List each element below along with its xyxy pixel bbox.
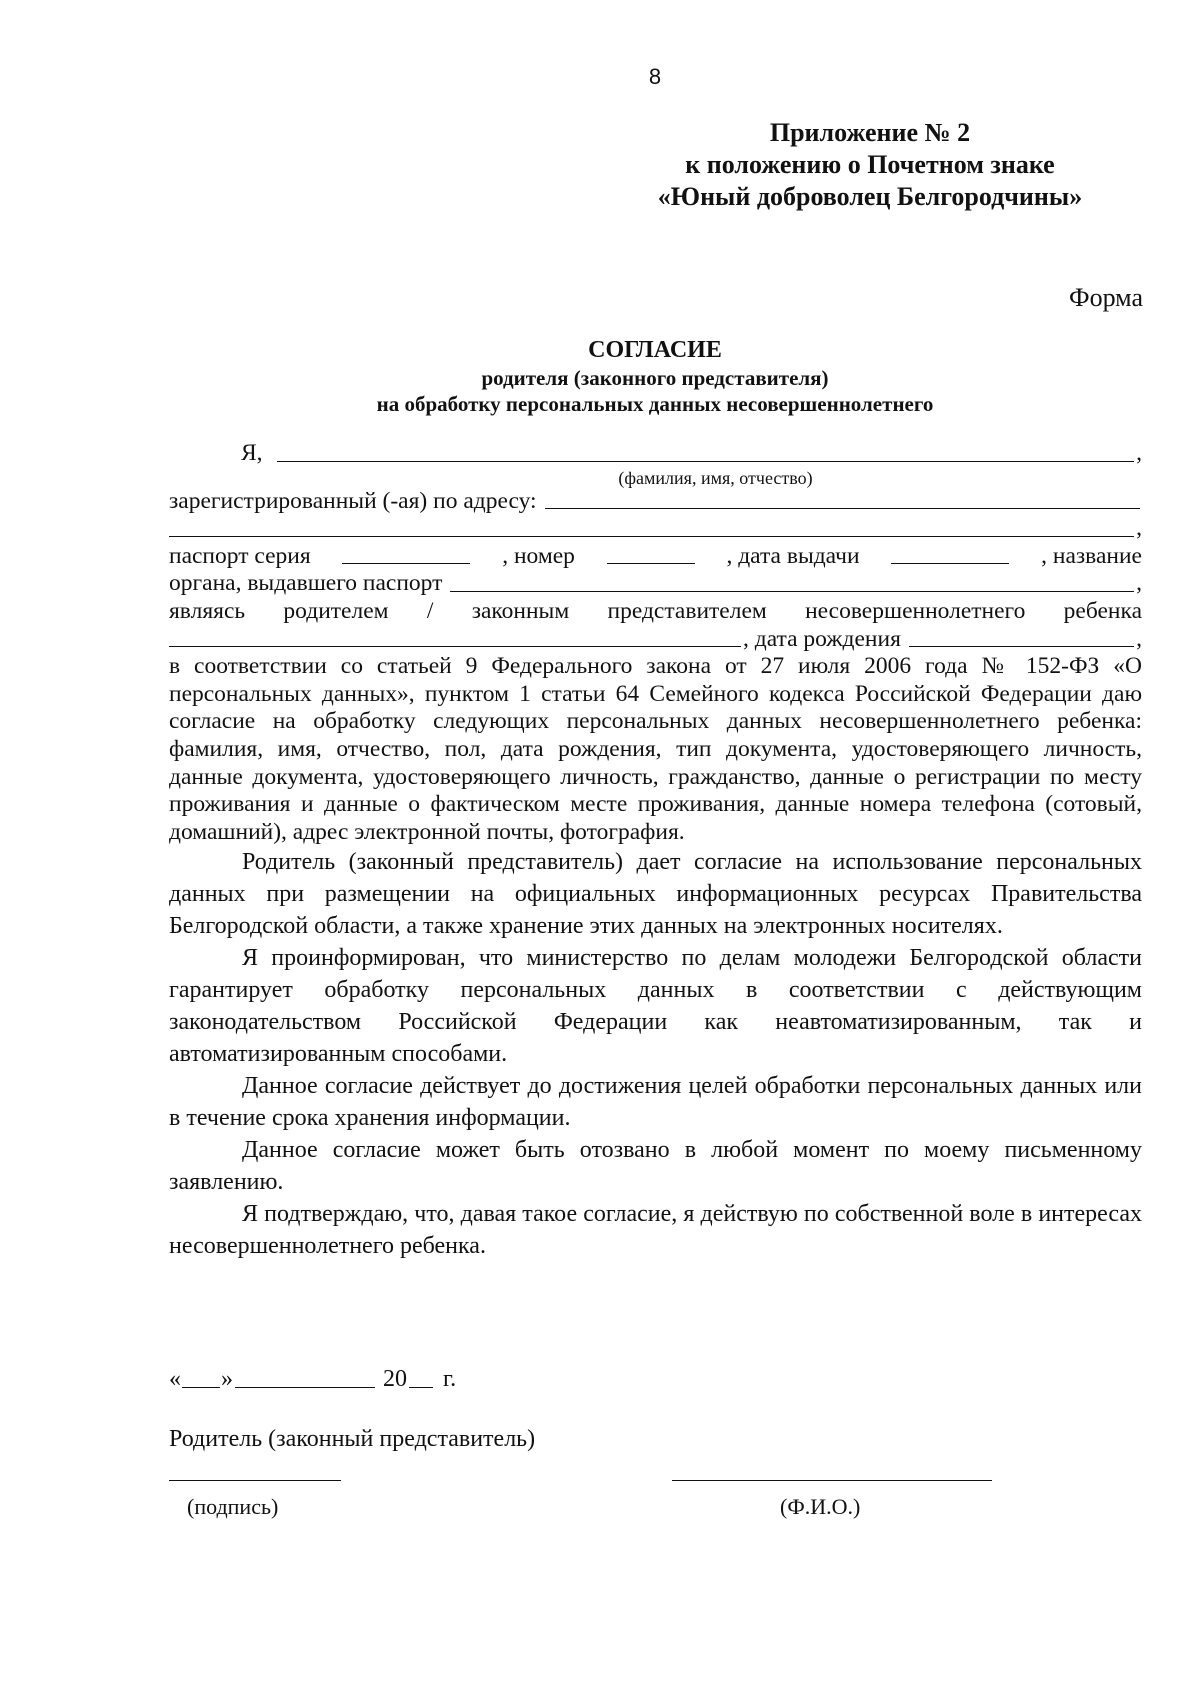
annex-line-3: «Юный доброволец Белгородчины» [657,182,1083,211]
form-label: Форма [1069,283,1143,312]
address-row-2 [169,515,1142,543]
passport-number-label: , номер [502,542,575,569]
address-row [169,488,1142,516]
date-open-quote: « [169,1366,181,1392]
year-suffix: г. [443,1366,457,1392]
signature-field[interactable] [169,1480,341,1481]
being-parent-line: являясь родителем / законным представителем несовершеннолетнего ребенка [169,597,1142,624]
issuer-field[interactable] [450,573,1134,592]
child-name-field[interactable] [169,628,741,647]
issue-date-field[interactable] [891,545,1009,564]
consent-form-body [169,440,1142,1262]
annex-header [600,117,1140,213]
birth-date-field[interactable] [909,628,1134,647]
title-heading: СОГЛАСИЕ [588,337,722,363]
address-field-2[interactable] [169,518,1134,537]
fio-signature-field[interactable] [672,1480,992,1481]
i-prefix: Я, [241,440,263,466]
page-number: 8 [648,64,662,89]
fio-signature-caption: (Ф.И.О.) [780,1494,861,1519]
date-close-quote: » [221,1366,233,1392]
birth-date-comma: , [1136,625,1142,652]
issuer-comma: , [1136,570,1142,597]
passport-series-field[interactable] [342,545,470,564]
annex-line-1: Приложение № 2 [769,118,971,147]
issuer-name-label: , название [1041,542,1142,569]
address-field[interactable] [545,490,1140,509]
issue-date-label: , дата выдачи [726,542,860,569]
fio-comma: , [1136,440,1142,466]
date-line [169,1366,456,1393]
passport-number-field[interactable] [607,545,695,564]
issuer-label: органа, выдавшего паспорт [169,570,443,597]
document-title [0,335,1200,417]
title-subtitle-2: на обработку персональных данных несовершеннолетнего [376,392,934,416]
paragraph-guarantee: Я проинформирован, что министерство по делам молодежи Белгородской области гарантирует обработку персональных данных в соответствии с действующим законодательством Российской Федерации как неавтоматизированным, так и автоматизированным способами. [169,945,1142,1068]
annex-line-2: к положению о Почетном знаке [685,150,1055,179]
paragraph-validity: Данное согласие действует до достижения целей обработки персональных данных или в течение срока хранения информации. [169,1073,1142,1132]
child-row [169,626,1142,654]
year-prefix: 20 [383,1366,407,1392]
passport-row [169,543,1142,571]
issuer-row [169,570,1142,598]
parent-label: Родитель (законный представитель) [169,1426,536,1452]
fio-field[interactable] [277,443,1135,462]
fio-caption: (фамилия, имя, отчество) [618,467,813,488]
year-field[interactable] [409,1369,433,1388]
consent-paragraph: в соответствии со статьей 9 Федерального закона от 27 июля 2006 года № 152-ФЗ «О персональных данных», пунктом 1 статьи 64 Семейного кодекса Российской Федерации даю согласие на обработку следующих персональных данных несовершеннолетнего ребенка: фамилия, имя, отчество, пол, дата рождения, тип документа, удостоверяющего личность, данные документа, удостоверяющего личность, гражданство, данные о регистрации по месту проживания и данные о фактическом месте проживания, данные номера телефона (сотовый, домашний), адрес электронной почты, фотография. [169,653,1142,845]
paragraph-confirmation: Я подтверждаю, что, давая такое согласие, я действую по собственной воле в интересах несовершеннолетнего ребенка. [169,1201,1142,1260]
address-comma: , [1136,515,1142,542]
birth-date-label: , дата рождения [743,625,901,652]
day-field[interactable] [182,1369,220,1388]
registered-label: зарегистрированный (-ая) по адресу: [169,487,537,514]
passport-series-label: паспорт серия [169,542,311,569]
paragraph-resources: Родитель (законный представитель) дает согласие на использование персональных данных при размещении на официальных информационных ресурсах Правительства Белгородской области, а также хранение этих данных на электронных носителях. [169,849,1142,940]
paragraph-revocation: Данное согласие может быть отозвано в любой момент по моему письменному заявлению. [169,1137,1142,1196]
month-field[interactable] [235,1369,375,1388]
signature-caption: (подпись) [187,1494,279,1519]
title-subtitle-1: родителя (законного представителя) [481,366,829,390]
fio-row [169,440,1142,468]
